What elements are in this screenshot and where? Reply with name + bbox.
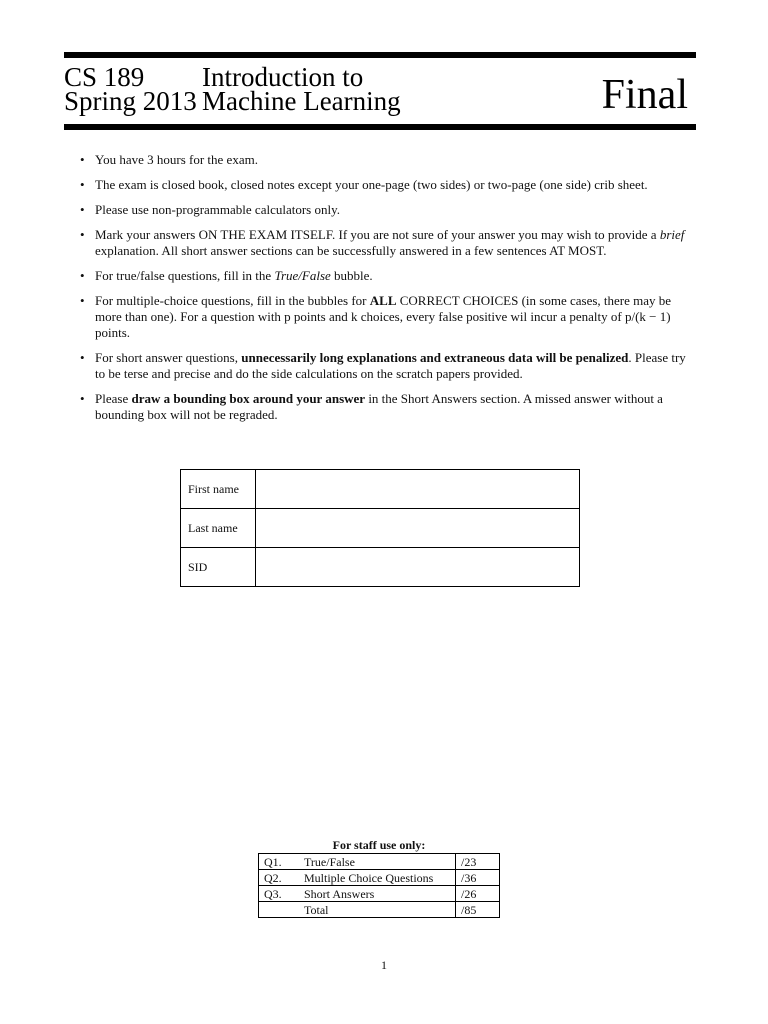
first-name-label: First name [181, 470, 256, 509]
question-score: /85 [456, 902, 500, 918]
page-number: 1 [381, 958, 387, 972]
instruction-item: • The exam is closed book, closed notes except your one-page (two sides) or two-page (one side) crib sheet. [80, 177, 698, 193]
instructions-list [80, 152, 698, 432]
question-topic: Multiple Choice Questions [299, 870, 456, 886]
score-table [258, 853, 500, 918]
instruction-item: • For short answer questions, unnecessarily long explanations and extraneous data will be penalized. Please try to be terse and precise and do the side calculations on the scratch papers provided. [80, 350, 698, 382]
sid-row [181, 548, 580, 587]
question-topic: Total [299, 902, 456, 918]
student-info-table [180, 469, 580, 587]
first-name-field[interactable] [256, 470, 580, 509]
question-score: /36 [456, 870, 500, 886]
score-row-total [259, 902, 500, 918]
question-topic: Short Answers [299, 886, 456, 902]
score-row [259, 870, 500, 886]
instruction-item: • Mark your answers ON THE EXAM ITSELF. If you are not sure of your answer you may wish to provide a brief explanation. All short answer sections can be successfully answered in a few sentences AT MOST. [80, 227, 698, 259]
score-row [259, 854, 500, 870]
course-term: Spring 2013 [64, 86, 197, 116]
instruction-item: • For true/false questions, fill in the True/False bubble. [80, 268, 698, 284]
exam-name: Final [601, 72, 688, 118]
sid-label: SID [181, 548, 256, 587]
last-name-row [181, 509, 580, 548]
last-name-label: Last name [181, 509, 256, 548]
last-name-field[interactable] [256, 509, 580, 548]
staff-use-section [258, 838, 500, 918]
question-topic: True/False [299, 854, 456, 870]
question-number [259, 902, 300, 918]
course-title-line1: Introduction to [202, 62, 364, 92]
question-number: Q3. [259, 886, 300, 902]
question-score: /26 [456, 886, 500, 902]
course-title-line2: Machine Learning [202, 86, 401, 116]
question-score: /23 [456, 854, 500, 870]
question-number: Q2. [259, 870, 300, 886]
question-number: Q1. [259, 854, 300, 870]
sid-field[interactable] [256, 548, 580, 587]
score-row [259, 886, 500, 902]
staff-use-title: For staff use only: [332, 838, 426, 852]
header-rule-top [64, 52, 696, 58]
instruction-item: • Please draw a bounding box around your answer in the Short Answers section. A missed answer without a bounding box will not be regraded. [80, 391, 698, 423]
instruction-item: • For multiple-choice questions, fill in the bubbles for ALL CORRECT CHOICES (in some cases, there may be more than one). For a question with p points and k choices, every false positive wil incur a penalty of p/(k − 1) points. [80, 293, 698, 341]
first-name-row [181, 470, 580, 509]
instruction-item: • Please use non-programmable calculators only. [80, 202, 698, 218]
header-rule-bottom [64, 124, 696, 130]
instruction-item: • You have 3 hours for the exam. [80, 152, 698, 168]
course-code: CS 189 [64, 62, 145, 92]
